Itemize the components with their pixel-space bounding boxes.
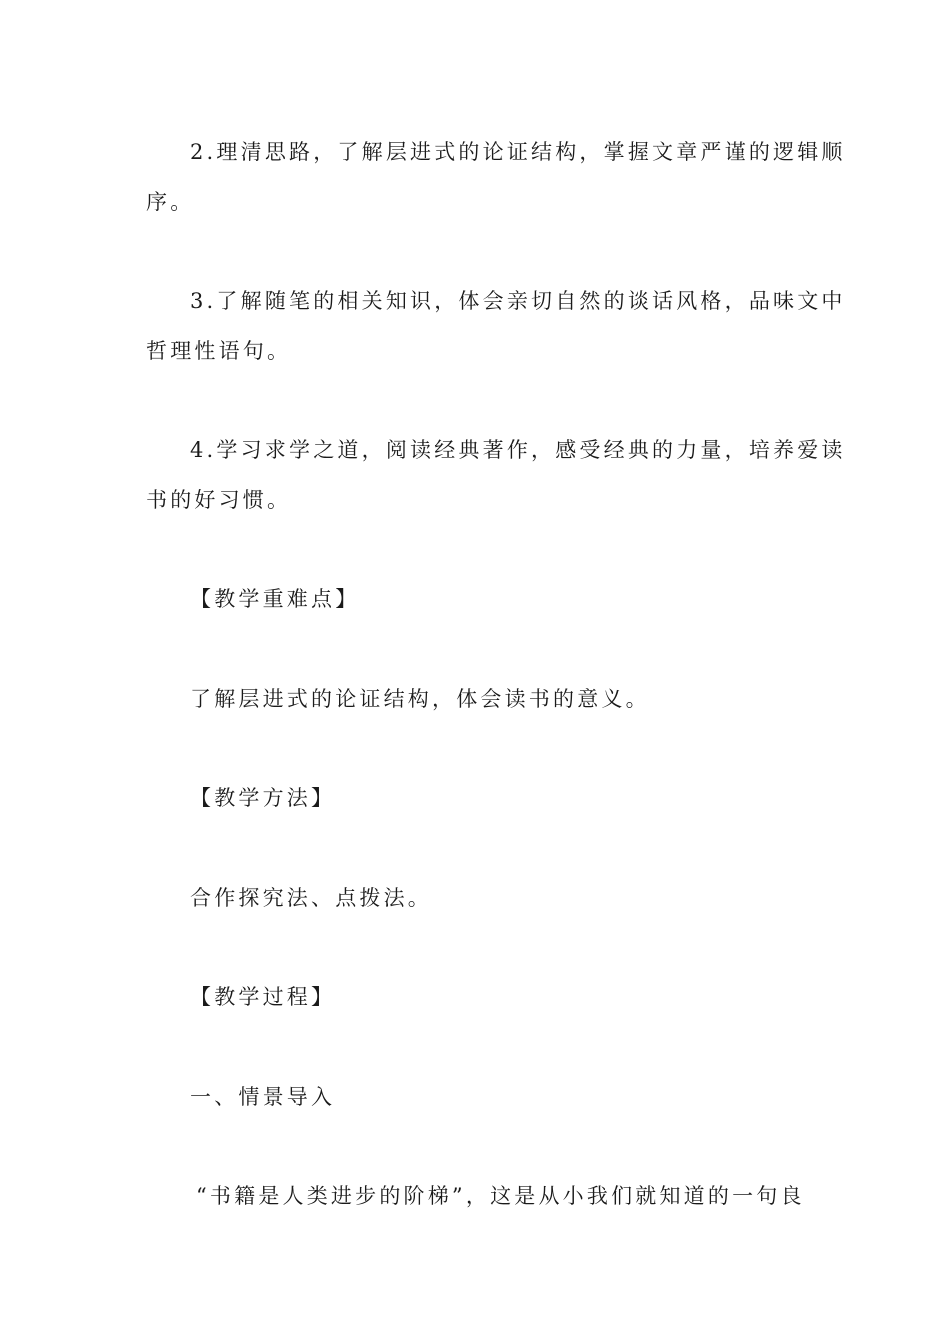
intro-paragraph-line-1: “书籍是人类进步的阶梯”，这是从小我们就知道的一句良	[196, 1184, 805, 1208]
objective-2-line-2: 序。	[146, 190, 195, 214]
teaching-methods-text: 合作探究法、点拨法。	[190, 886, 432, 910]
objective-3-line-1: 3.了解随笔的相关知识，体会亲切自然的谈话风格，品味文中	[190, 289, 846, 313]
section-scene-intro: 一、情景导入	[190, 1085, 336, 1109]
objective-2-line-1: 2.理清思路，了解层进式的论证结构，掌握文章严谨的逻辑顺	[190, 140, 846, 164]
heading-key-difficulties: 【教学重难点】	[190, 587, 360, 611]
heading-teaching-methods: 【教学方法】	[190, 786, 336, 810]
key-difficulties-text: 了解层进式的论证结构，体会读书的意义。	[190, 687, 650, 711]
objective-4-line-1: 4.学习求学之道，阅读经典著作，感受经典的力量，培养爱读	[190, 438, 846, 462]
heading-teaching-process: 【教学过程】	[190, 985, 336, 1009]
objective-4-line-2: 书的好习惯。	[146, 488, 292, 512]
objective-3-line-2: 哲理性语句。	[146, 339, 292, 363]
